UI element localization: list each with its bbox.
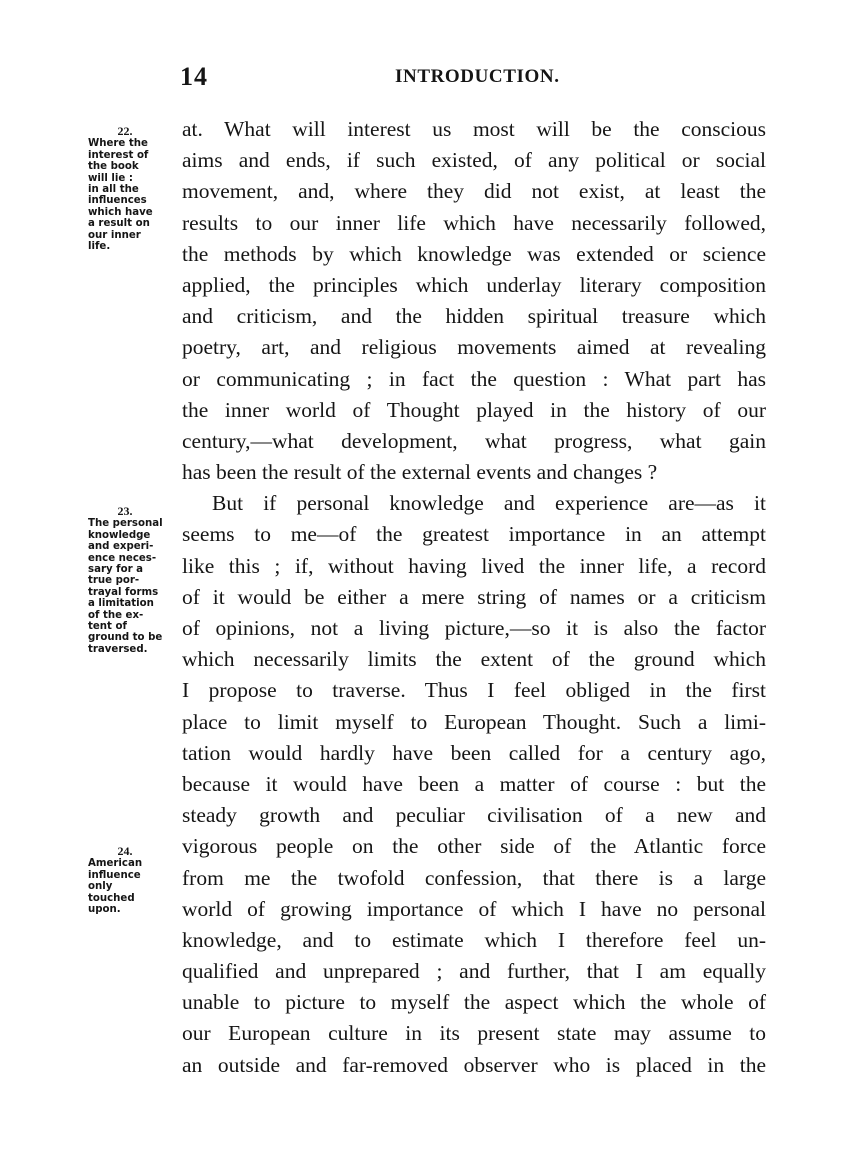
page-number: 14 <box>180 62 208 91</box>
margin-note-number: 23. <box>117 504 133 518</box>
margin-note-line: trayal forms <box>88 586 159 598</box>
text-line: of opinions, not a living picture,—so it is also the factor <box>182 616 766 640</box>
margin-note-24 <box>88 846 183 915</box>
text-line: qualified and unprepared ; and further, that I am equally <box>182 959 766 984</box>
text-line: or communicating ; in fact the question : What part has <box>182 366 766 391</box>
text-line: tation would hardly have been called for a century ago, <box>182 740 766 765</box>
text-line: from me the twofold confession, that there is a large <box>182 865 766 890</box>
text-line: seems to me—of the greatest importance in an attempt <box>182 522 766 547</box>
margin-note-line: of the ex- <box>88 609 144 621</box>
margin-note-line: traversed. <box>88 643 148 655</box>
margin-note-line: a limitation <box>88 598 154 610</box>
text-line: our European culture in its present state may assume to <box>182 1021 766 1046</box>
margin-note-line: Where the <box>88 138 148 150</box>
margin-note-line: will lie : <box>88 172 133 184</box>
margin-note-number: 22. <box>117 124 133 138</box>
margin-note-line: upon. <box>88 904 121 916</box>
text-line: aims and ends, if such existed, of any political or social <box>182 148 766 173</box>
text-line: at. What will interest us most will be the conscious <box>182 117 766 141</box>
margin-note-line: true por- <box>88 575 140 587</box>
text-line: place to limit myself to European Thought. Such a limi- <box>182 709 766 734</box>
margin-note-line: only <box>88 881 113 893</box>
margin-note-line: American <box>88 858 143 870</box>
margin-note-line: knowledge <box>88 529 151 541</box>
text-line: But if personal knowledge and experience are—as it <box>212 491 766 516</box>
text-line: world of growing importance of which I have no personal <box>182 896 766 921</box>
text-line: unable to picture to myself the aspect which the whole of <box>182 990 766 1015</box>
margin-note-line: life. <box>88 241 111 253</box>
margin-note-line: a result on <box>88 218 150 230</box>
body-text <box>182 114 766 1081</box>
text-line: like this ; if, without having lived the inner life, a record <box>182 553 766 578</box>
margin-note-number: 24. <box>117 844 133 858</box>
text-line: steady growth and peculiar civilisation of a new and <box>182 803 766 828</box>
margin-note-line: sary for a <box>88 564 144 576</box>
text-line: knowledge, and to estimate which I therefore feel un- <box>182 927 766 952</box>
text-line: of it would be either a mere string of names or a criticism <box>182 584 766 609</box>
margin-note-line: our inner <box>88 229 141 241</box>
margin-note-line: interest of <box>88 149 149 161</box>
margin-note-line: touched <box>88 892 135 904</box>
margin-note-line: which have <box>88 206 153 218</box>
text-line: applied, the principles which underlay literary composition <box>182 272 766 297</box>
text-line: results to our inner life which have necessarily followed, <box>182 210 766 235</box>
margin-note-line: ground to be <box>88 632 163 644</box>
text-line: movement, and, where they did not exist, at least the <box>182 179 766 204</box>
margin-note-line: tent of <box>88 621 127 633</box>
margin-note-line: and experi- <box>88 541 154 553</box>
page-header <box>0 62 850 92</box>
text-line: century,—what development, what progress, what gain <box>182 428 766 453</box>
margin-note-line: in all the <box>88 184 139 196</box>
margin-note-23 <box>88 506 183 655</box>
margin-note-line: influences <box>88 195 147 207</box>
text-line: has been the result of the external events and changes ? <box>182 460 658 485</box>
margin-note-line: the book <box>88 161 139 173</box>
text-line: I propose to traverse. Thus I feel obliged in the first <box>182 678 766 703</box>
text-line: the methods by which knowledge was extended or science <box>182 241 766 266</box>
text-line: because it would have been a matter of course : but the <box>182 771 766 796</box>
text-line: vigorous people on the other side of the Atlantic force <box>182 834 766 859</box>
text-line: the inner world of Thought played in the history of our <box>182 397 766 422</box>
margin-note-line: ence neces- <box>88 552 157 564</box>
margin-note-line: The personal <box>88 518 163 530</box>
margin-note-22 <box>88 126 183 252</box>
text-line: an outside and far-removed observer who is placed in the <box>182 1052 766 1077</box>
text-line: poetry, art, and religious movements aimed at revealing <box>182 335 766 360</box>
text-line: and criticism, and the hidden spiritual treasure which <box>182 304 766 329</box>
margin-note-line: influence <box>88 869 141 881</box>
running-title: INTRODUCTION. <box>395 66 560 87</box>
text-line: which necessarily limits the extent of the ground which <box>182 647 766 672</box>
